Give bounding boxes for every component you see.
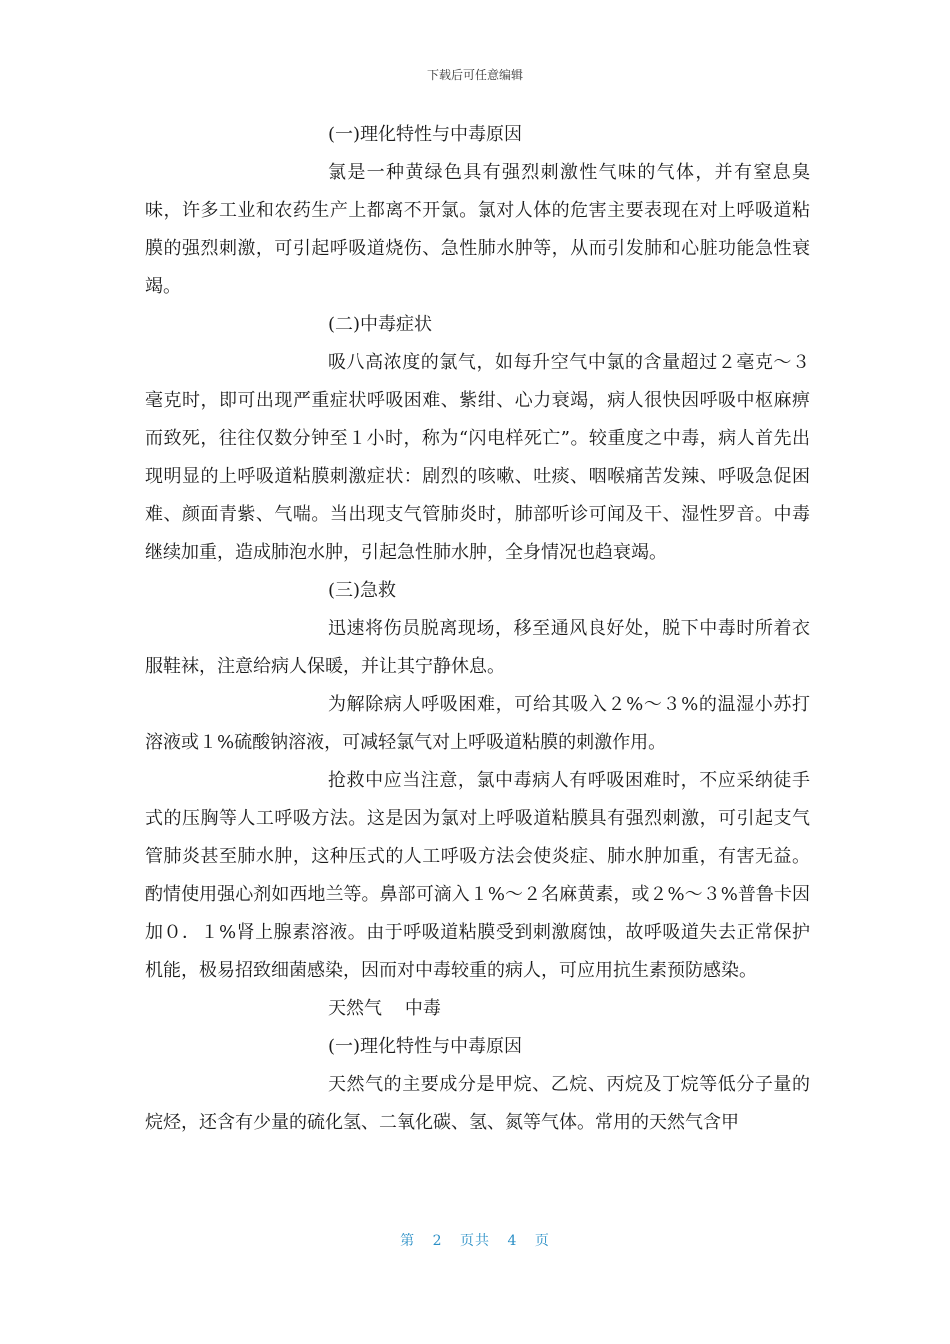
document-body — [145, 116, 810, 1142]
section-title: 天然气 中毒 — [328, 998, 441, 1019]
footer-middle: 页共 — [460, 1233, 490, 1249]
footer-page-number: 2 — [432, 1233, 443, 1249]
body-paragraph: 抢救中应当注意，氯中毒病人有呼吸困难时，不应采纳徒手式的压胸等人工呼吸方法。这是因为氯对上呼吸道粘膜具有强烈刺激，可引起支气管肺炎甚至肺水肿，这种压式的人工呼吸方法会使炎症、肺水肿加重，有害无益。酌情使用强心剂如西地兰等。鼻部可滴入１%～２名麻黄素，或２%～３%普鲁卡因加０．１%肾上腺素溶液。由于呼吸道粘膜受到刺激腐蚀，故呼吸道失去正常保护机能，极易招致细菌感染，因而对中毒较重的病人，可应用抗生素预防感染。 — [145, 770, 810, 981]
body-paragraph: 迅速将伤员脱离现场，移至通风良好处，脱下中毒时所着衣服鞋袜，注意给病人保暖，并让其宁静休息。 — [145, 618, 810, 677]
body-paragraph: 天然气的主要成分是甲烷、乙烷、丙烷及丁烷等低分子量的烷烃，还含有少量的硫化氢、二氧化碳、氢、氮等气体。常用的天然气含甲 — [145, 1074, 810, 1133]
footer-suffix: 页 — [534, 1233, 550, 1249]
footer-total-pages: 4 — [507, 1233, 518, 1249]
page-footer — [0, 1230, 950, 1250]
section-heading: (一)理化特性与中毒原因 — [328, 1036, 523, 1057]
section-heading: (二)中毒症状 — [328, 314, 433, 335]
footer-prefix: 第 — [400, 1233, 416, 1249]
page-header: 下载后可任意编辑 — [426, 68, 523, 82]
body-paragraph: 为解除病人呼吸困难，可给其吸入２%～３%的温湿小苏打溶液或１%硫酸钠溶液，可减轻氯气对上呼吸道粘膜的刺激作用。 — [145, 694, 810, 753]
section-heading: (三)急救 — [328, 580, 397, 601]
body-paragraph: 氯是一种黄绿色具有强烈刺激性气味的气体，并有窒息臭味，许多工业和农药生产上都离不开氯。氯对人体的危害主要表现在对上呼吸道粘膜的强烈刺激，可引起呼吸道烧伤、急性肺水肿等，从而引发肺和心脏功能急性衰竭。 — [145, 162, 810, 297]
section-heading: (一)理化特性与中毒原因 — [328, 124, 523, 145]
body-paragraph: 吸八高浓度的氯气，如每升空气中氯的含量超过２毫克～３毫克时，即可出现严重症状呼吸困难、紫绀、心力衰竭，病人很快因呼吸中枢麻痹而致死，往往仅数分钟至１小时，称为“闪电样死亡”。较重度之中毒，病人首先出现明显的上呼吸道粘膜刺激症状：剧烈的咳嗽、吐痰、咽喉痛苦发辣、呼吸急促困难、颜面青紫、气喘。当出现支气管肺炎时，肺部听诊可闻及干、湿性罗音。中毒继续加重，造成肺泡水肿，引起急性肺水肿，全身情况也趋衰竭。 — [145, 352, 810, 563]
